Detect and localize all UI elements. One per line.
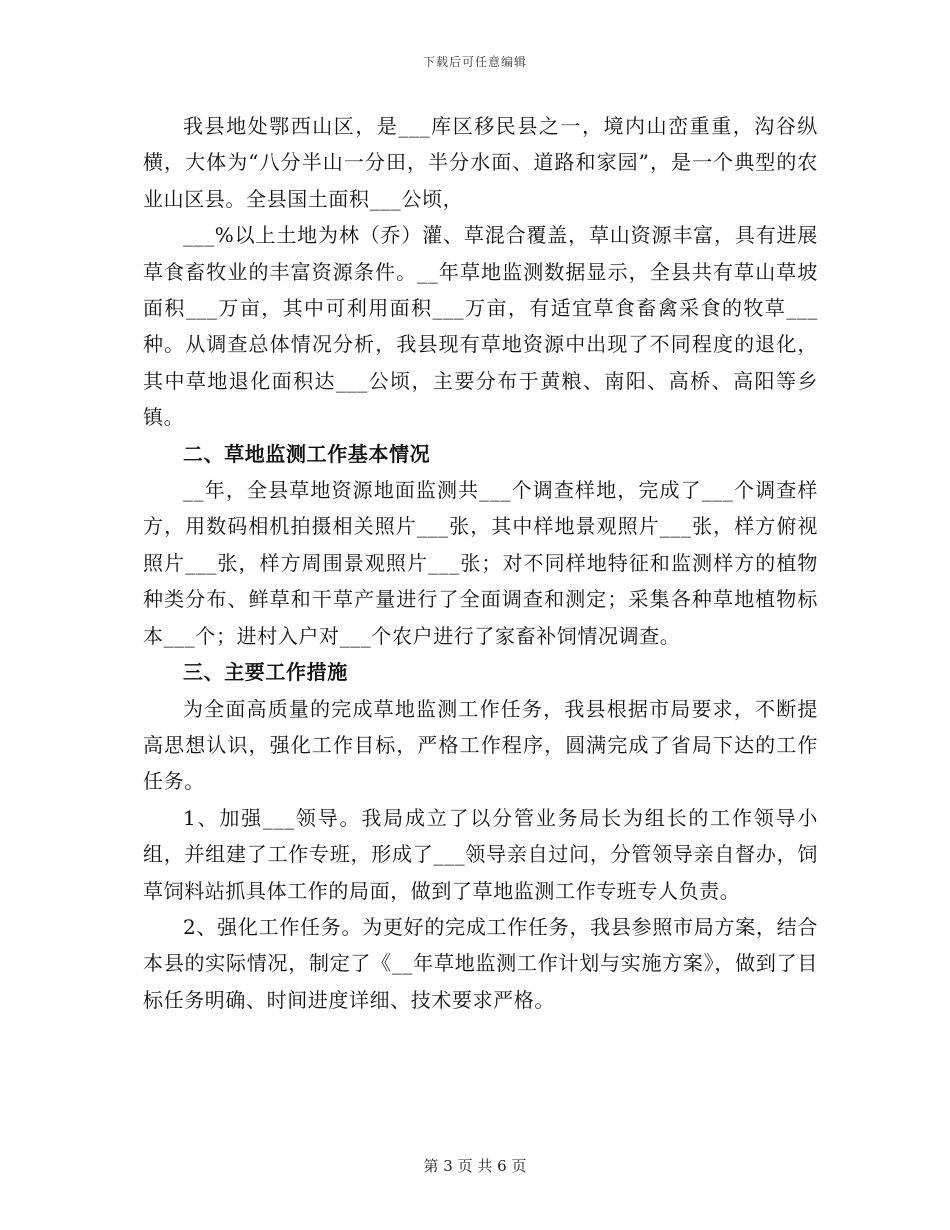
paragraph-grassland-resources: ___%以上土地为林（乔）灌、草混合覆盖，草山资源丰富，具有进展草食畜牧业的丰富资源条件。__年草地监测数据显示，全县共有草山草坡面积___万亩，其中可利用面积___万亩，有适宜草食畜禽采食的牧草___种。从调查总体情况分析，我县现有草地资源中出现了不同程度的退化，其中草地退化面积达___公顷，主要分布于黄粮、南阳、高桥、高阳等乡镇。 <box>143 223 818 430</box>
page-number: 第 3 页 共 6 页 <box>423 1157 527 1175</box>
section-heading-main-measures: 三、主要工作措施 <box>183 660 348 685</box>
section-heading-basic-situation: 二、草地监测工作基本情况 <box>183 441 431 466</box>
paragraph-strengthen-leadership: 1、加强___领导。我局成立了以分管业务局长为组长的工作领导小组，并组建了工作专班，形成了___领导亲自过问，分管领导亲自督办，饲草饲料站抓具体工作的局面，做到了草地监测工作专班专人负责。 <box>143 805 818 903</box>
document-body <box>143 108 818 1018</box>
page-header: 下载后可任意编辑 <box>422 55 527 69</box>
paragraph-measures-intro: 为全面高质量的完成草地监测工作任务，我县根据市局要求，不断提高思想认识，强化工作目标，严格工作程序，圆满完成了省局下达的工作任务。 <box>143 696 818 794</box>
paragraph-county-overview: 我县地处鄂西山区，是___库区移民县之一，境内山峦重重，沟谷纵横，大体为“八分半山一分田，半分水面、道路和家园”，是一个典型的农业山区县。全县国土面积___公顷， <box>143 114 818 211</box>
paragraph-monitoring-work: __年，全县草地资源地面监测共___个调查样地，完成了___个调查样方，用数码相机拍摄相关照片___张，其中样地景观照片___张，样方俯视照片___张，样方周围景观照片___张；对不同样地特征和监测样方的植物种类分布、鲜草和干草产量进行了全面调查和测定；采集各种草地植物标本___个；进村入户对___个农户进行了家畜补饲情况调查。 <box>143 478 818 648</box>
paragraph-strengthen-tasks: 2、强化工作任务。为更好的完成工作任务，我县参照市局方案，结合本县的实际情况，制定了《__年草地监测工作计划与实施方案》，做到了目标任务明确、时间进度详细、技术要求严格。 <box>143 914 818 1012</box>
